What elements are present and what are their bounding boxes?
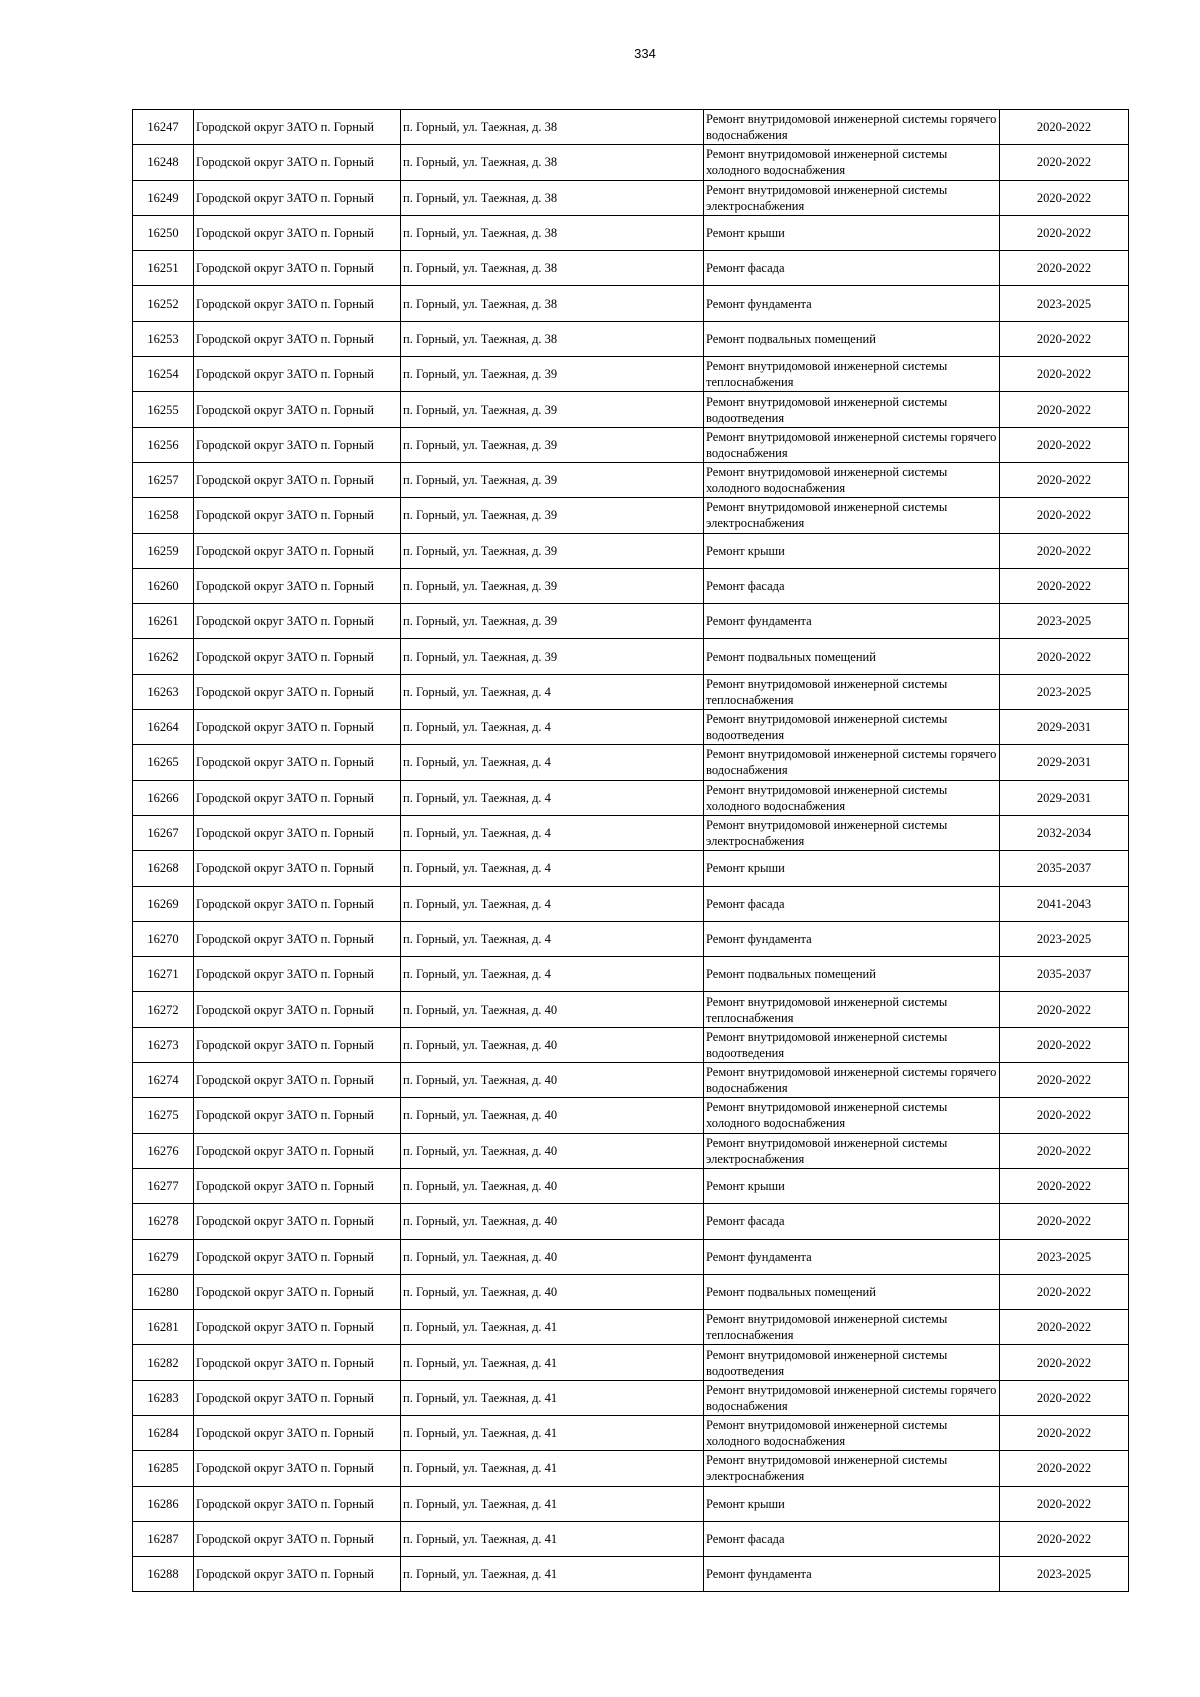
table-row [133,498,1129,533]
address-cell: п. Горный, ул. Таежная, д. 4 [401,745,704,780]
work-type-cell: Ремонт внутридомовой инженерной системы водоотведения [704,1027,1000,1062]
address-cell: п. Горный, ул. Таежная, д. 40 [401,1274,704,1309]
row-number-cell: 16267 [133,815,194,850]
row-number-cell: 16263 [133,674,194,709]
period-cell: 2020-2022 [1000,145,1129,180]
municipality-cell: Городской округ ЗАТО п. Горный [194,110,401,145]
row-number-cell: 16273 [133,1027,194,1062]
address-cell: п. Горный, ул. Таежная, д. 40 [401,1168,704,1203]
municipality-cell: Городской округ ЗАТО п. Горный [194,921,401,956]
address-cell: п. Горный, ул. Таежная, д. 38 [401,180,704,215]
address-cell: п. Горный, ул. Таежная, д. 38 [401,286,704,321]
work-type-cell: Ремонт внутридомовой инженерной системы горячего водоснабжения [704,110,1000,145]
table-row [133,780,1129,815]
address-cell: п. Горный, ул. Таежная, д. 39 [401,427,704,462]
table-row [133,992,1129,1027]
period-cell: 2020-2022 [1000,533,1129,568]
address-cell: п. Горный, ул. Таежная, д. 40 [401,1204,704,1239]
work-type-cell: Ремонт внутридомовой инженерной системы электроснабжения [704,1133,1000,1168]
work-type-cell: Ремонт фундамента [704,286,1000,321]
period-cell: 2023-2025 [1000,1557,1129,1592]
period-cell: 2020-2022 [1000,251,1129,286]
address-cell: п. Горный, ул. Таежная, д. 38 [401,145,704,180]
work-type-cell: Ремонт фундамента [704,1557,1000,1592]
table-row [133,1310,1129,1345]
municipality-cell: Городской округ ЗАТО п. Горный [194,992,401,1027]
period-cell: 2035-2037 [1000,957,1129,992]
table-row [133,1239,1129,1274]
address-cell: п. Горный, ул. Таежная, д. 41 [401,1310,704,1345]
work-type-cell: Ремонт внутридомовой инженерной системы теплоснабжения [704,674,1000,709]
row-number-cell: 16260 [133,568,194,603]
address-cell: п. Горный, ул. Таежная, д. 41 [401,1486,704,1521]
period-cell: 2020-2022 [1000,215,1129,250]
table-row [133,251,1129,286]
table-row [133,1557,1129,1592]
municipality-cell: Городской округ ЗАТО п. Горный [194,215,401,250]
work-type-cell: Ремонт внутридомовой инженерной системы водоотведения [704,392,1000,427]
row-number-cell: 16288 [133,1557,194,1592]
work-type-cell: Ремонт фундамента [704,604,1000,639]
period-cell: 2023-2025 [1000,286,1129,321]
municipality-cell: Городской округ ЗАТО п. Горный [194,710,401,745]
address-cell: п. Горный, ул. Таежная, д. 38 [401,321,704,356]
row-number-cell: 16277 [133,1168,194,1203]
address-cell: п. Горный, ул. Таежная, д. 39 [401,604,704,639]
municipality-cell: Городской округ ЗАТО п. Горный [194,1204,401,1239]
page-number: 334 [634,46,656,61]
row-number-cell: 16256 [133,427,194,462]
address-cell: п. Горный, ул. Таежная, д. 39 [401,639,704,674]
period-cell: 2020-2022 [1000,1345,1129,1380]
period-cell: 2035-2037 [1000,851,1129,886]
period-cell: 2020-2022 [1000,1063,1129,1098]
table-row [133,286,1129,321]
period-cell: 2020-2022 [1000,1098,1129,1133]
period-cell: 2020-2022 [1000,1274,1129,1309]
municipality-cell: Городской округ ЗАТО п. Горный [194,321,401,356]
municipality-cell: Городской округ ЗАТО п. Горный [194,568,401,603]
row-number-cell: 16286 [133,1486,194,1521]
table-row [133,1486,1129,1521]
table-row [133,180,1129,215]
row-number-cell: 16264 [133,710,194,745]
table-row [133,1415,1129,1450]
period-cell: 2020-2022 [1000,639,1129,674]
table-row [133,745,1129,780]
period-cell: 2020-2022 [1000,1380,1129,1415]
municipality-cell: Городской округ ЗАТО п. Горный [194,1098,401,1133]
address-cell: п. Горный, ул. Таежная, д. 39 [401,498,704,533]
table-row [133,1451,1129,1486]
work-type-cell: Ремонт фундамента [704,1239,1000,1274]
table-row [133,1380,1129,1415]
municipality-cell: Городской округ ЗАТО п. Горный [194,780,401,815]
row-number-cell: 16265 [133,745,194,780]
work-type-cell: Ремонт внутридомовой инженерной системы электроснабжения [704,180,1000,215]
work-type-cell: Ремонт внутридомовой инженерной системы электроснабжения [704,815,1000,850]
address-cell: п. Горный, ул. Таежная, д. 41 [401,1380,704,1415]
address-cell: п. Горный, ул. Таежная, д. 38 [401,251,704,286]
row-number-cell: 16249 [133,180,194,215]
row-number-cell: 16247 [133,110,194,145]
table-row [133,145,1129,180]
municipality-cell: Городской округ ЗАТО п. Горный [194,1380,401,1415]
table-row [133,1027,1129,1062]
period-cell: 2029-2031 [1000,745,1129,780]
table-row [133,1063,1129,1098]
row-number-cell: 16248 [133,145,194,180]
address-cell: п. Горный, ул. Таежная, д. 38 [401,110,704,145]
work-type-cell: Ремонт фасада [704,568,1000,603]
period-cell: 2020-2022 [1000,992,1129,1027]
table-row [133,1168,1129,1203]
row-number-cell: 16268 [133,851,194,886]
period-cell: 2023-2025 [1000,674,1129,709]
municipality-cell: Городской округ ЗАТО п. Горный [194,533,401,568]
period-cell: 2020-2022 [1000,568,1129,603]
period-cell: 2029-2031 [1000,780,1129,815]
table-body [133,110,1129,1592]
period-cell: 2020-2022 [1000,180,1129,215]
work-type-cell: Ремонт крыши [704,533,1000,568]
row-number-cell: 16283 [133,1380,194,1415]
address-cell: п. Горный, ул. Таежная, д. 40 [401,1133,704,1168]
row-number-cell: 16271 [133,957,194,992]
municipality-cell: Городской округ ЗАТО п. Горный [194,498,401,533]
municipality-cell: Городской округ ЗАТО п. Горный [194,957,401,992]
work-type-cell: Ремонт внутридомовой инженерной системы холодного водоснабжения [704,145,1000,180]
municipality-cell: Городской округ ЗАТО п. Горный [194,1168,401,1203]
row-number-cell: 16287 [133,1521,194,1556]
table-row [133,886,1129,921]
municipality-cell: Городской округ ЗАТО п. Горный [194,886,401,921]
work-type-cell: Ремонт внутридомовой инженерной системы холодного водоснабжения [704,462,1000,497]
municipality-cell: Городской округ ЗАТО п. Горный [194,1451,401,1486]
row-number-cell: 16266 [133,780,194,815]
municipality-cell: Городской округ ЗАТО п. Горный [194,1274,401,1309]
row-number-cell: 16280 [133,1274,194,1309]
row-number-cell: 16281 [133,1310,194,1345]
work-type-cell: Ремонт внутридомовой инженерной системы теплоснабжения [704,357,1000,392]
period-cell: 2020-2022 [1000,462,1129,497]
municipality-cell: Городской округ ЗАТО п. Горный [194,1415,401,1450]
table-row [133,710,1129,745]
municipality-cell: Городской округ ЗАТО п. Горный [194,286,401,321]
row-number-cell: 16257 [133,462,194,497]
row-number-cell: 16282 [133,1345,194,1380]
work-type-cell: Ремонт внутридомовой инженерной системы теплоснабжения [704,992,1000,1027]
period-cell: 2020-2022 [1000,321,1129,356]
row-number-cell: 16258 [133,498,194,533]
row-number-cell: 16270 [133,921,194,956]
period-cell: 2041-2043 [1000,886,1129,921]
municipality-cell: Городской округ ЗАТО п. Горный [194,815,401,850]
work-type-cell: Ремонт внутридомовой инженерной системы холодного водоснабжения [704,1098,1000,1133]
municipality-cell: Городской округ ЗАТО п. Горный [194,851,401,886]
work-type-cell: Ремонт внутридомовой инженерной системы горячего водоснабжения [704,1380,1000,1415]
period-cell: 2020-2022 [1000,1027,1129,1062]
address-cell: п. Горный, ул. Таежная, д. 4 [401,957,704,992]
repair-schedule-table [132,109,1129,1592]
table-row [133,851,1129,886]
work-type-cell: Ремонт внутридомовой инженерной системы электроснабжения [704,498,1000,533]
period-cell: 2020-2022 [1000,1521,1129,1556]
work-type-cell: Ремонт внутридомовой инженерной системы электроснабжения [704,1451,1000,1486]
municipality-cell: Городской округ ЗАТО п. Горный [194,1521,401,1556]
work-type-cell: Ремонт крыши [704,851,1000,886]
municipality-cell: Городской округ ЗАТО п. Горный [194,180,401,215]
period-cell: 2020-2022 [1000,392,1129,427]
row-number-cell: 16269 [133,886,194,921]
address-cell: п. Горный, ул. Таежная, д. 38 [401,215,704,250]
period-cell: 2020-2022 [1000,498,1129,533]
work-type-cell: Ремонт фасада [704,886,1000,921]
address-cell: п. Горный, ул. Таежная, д. 4 [401,674,704,709]
work-type-cell: Ремонт крыши [704,1486,1000,1521]
period-cell: 2029-2031 [1000,710,1129,745]
municipality-cell: Городской округ ЗАТО п. Горный [194,1310,401,1345]
table-row [133,1133,1129,1168]
table-row [133,215,1129,250]
municipality-cell: Городской округ ЗАТО п. Горный [194,145,401,180]
municipality-cell: Городской округ ЗАТО п. Горный [194,674,401,709]
table-row [133,957,1129,992]
municipality-cell: Городской округ ЗАТО п. Горный [194,251,401,286]
work-type-cell: Ремонт крыши [704,215,1000,250]
address-cell: п. Горный, ул. Таежная, д. 39 [401,392,704,427]
work-type-cell: Ремонт внутридомовой инженерной системы водоотведения [704,1345,1000,1380]
period-cell: 2020-2022 [1000,357,1129,392]
address-cell: п. Горный, ул. Таежная, д. 39 [401,568,704,603]
period-cell: 2023-2025 [1000,1239,1129,1274]
address-cell: п. Горный, ул. Таежная, д. 39 [401,357,704,392]
address-cell: п. Горный, ул. Таежная, д. 41 [401,1345,704,1380]
table-row [133,815,1129,850]
work-type-cell: Ремонт внутридомовой инженерной системы горячего водоснабжения [704,1063,1000,1098]
municipality-cell: Городской округ ЗАТО п. Горный [194,604,401,639]
address-cell: п. Горный, ул. Таежная, д. 40 [401,1098,704,1133]
row-number-cell: 16259 [133,533,194,568]
address-cell: п. Горный, ул. Таежная, д. 4 [401,780,704,815]
row-number-cell: 16278 [133,1204,194,1239]
period-cell: 2020-2022 [1000,1133,1129,1168]
municipality-cell: Городской округ ЗАТО п. Горный [194,745,401,780]
row-number-cell: 16254 [133,357,194,392]
row-number-cell: 16276 [133,1133,194,1168]
work-type-cell: Ремонт подвальных помещений [704,639,1000,674]
period-cell: 2020-2022 [1000,427,1129,462]
table-row [133,921,1129,956]
table-row [133,1204,1129,1239]
table-row [133,427,1129,462]
address-cell: п. Горный, ул. Таежная, д. 4 [401,815,704,850]
address-cell: п. Горный, ул. Таежная, д. 40 [401,1027,704,1062]
period-cell: 2023-2025 [1000,604,1129,639]
period-cell: 2020-2022 [1000,1415,1129,1450]
work-type-cell: Ремонт фундамента [704,921,1000,956]
address-cell: п. Горный, ул. Таежная, д. 4 [401,710,704,745]
row-number-cell: 16274 [133,1063,194,1098]
table-row [133,1098,1129,1133]
table-row [133,674,1129,709]
row-number-cell: 16253 [133,321,194,356]
table-row [133,392,1129,427]
municipality-cell: Городской округ ЗАТО п. Горный [194,1486,401,1521]
municipality-cell: Городской округ ЗАТО п. Горный [194,392,401,427]
municipality-cell: Городской округ ЗАТО п. Горный [194,1557,401,1592]
work-type-cell: Ремонт внутридомовой инженерной системы горячего водоснабжения [704,427,1000,462]
work-type-cell: Ремонт внутридомовой инженерной системы водоотведения [704,710,1000,745]
work-type-cell: Ремонт крыши [704,1168,1000,1203]
period-cell: 2020-2022 [1000,1204,1129,1239]
table-row [133,321,1129,356]
row-number-cell: 16272 [133,992,194,1027]
municipality-cell: Городской округ ЗАТО п. Горный [194,357,401,392]
period-cell: 2020-2022 [1000,1168,1129,1203]
work-type-cell: Ремонт фасада [704,251,1000,286]
municipality-cell: Городской округ ЗАТО п. Горный [194,1239,401,1274]
period-cell: 2020-2022 [1000,1310,1129,1345]
municipality-cell: Городской округ ЗАТО п. Горный [194,1027,401,1062]
address-cell: п. Горный, ул. Таежная, д. 41 [401,1557,704,1592]
address-cell: п. Горный, ул. Таежная, д. 39 [401,462,704,497]
work-type-cell: Ремонт внутридомовой инженерной системы холодного водоснабжения [704,1415,1000,1450]
work-type-cell: Ремонт фасада [704,1521,1000,1556]
row-number-cell: 16275 [133,1098,194,1133]
period-cell: 2020-2022 [1000,110,1129,145]
municipality-cell: Городской округ ЗАТО п. Горный [194,1133,401,1168]
address-cell: п. Горный, ул. Таежная, д. 4 [401,851,704,886]
address-cell: п. Горный, ул. Таежная, д. 39 [401,533,704,568]
municipality-cell: Городской округ ЗАТО п. Горный [194,1345,401,1380]
row-number-cell: 16284 [133,1415,194,1450]
row-number-cell: 16251 [133,251,194,286]
table-row [133,604,1129,639]
work-type-cell: Ремонт подвальных помещений [704,957,1000,992]
row-number-cell: 16285 [133,1451,194,1486]
address-cell: п. Горный, ул. Таежная, д. 4 [401,921,704,956]
period-cell: 2032-2034 [1000,815,1129,850]
row-number-cell: 16261 [133,604,194,639]
row-number-cell: 16279 [133,1239,194,1274]
row-number-cell: 16252 [133,286,194,321]
table-row [133,357,1129,392]
table-row [133,1274,1129,1309]
table-row [133,1521,1129,1556]
municipality-cell: Городской округ ЗАТО п. Горный [194,1063,401,1098]
address-cell: п. Горный, ул. Таежная, д. 41 [401,1415,704,1450]
work-type-cell: Ремонт подвальных помещений [704,1274,1000,1309]
period-cell: 2020-2022 [1000,1451,1129,1486]
address-cell: п. Горный, ул. Таежная, д. 41 [401,1451,704,1486]
municipality-cell: Городской округ ЗАТО п. Горный [194,639,401,674]
table-row [133,110,1129,145]
work-type-cell: Ремонт внутридомовой инженерной системы горячего водоснабжения [704,745,1000,780]
address-cell: п. Горный, ул. Таежная, д. 4 [401,886,704,921]
address-cell: п. Горный, ул. Таежная, д. 40 [401,1063,704,1098]
table-row [133,462,1129,497]
table-row [133,533,1129,568]
period-cell: 2020-2022 [1000,1486,1129,1521]
work-type-cell: Ремонт внутридомовой инженерной системы теплоснабжения [704,1310,1000,1345]
work-type-cell: Ремонт фасада [704,1204,1000,1239]
table-row [133,568,1129,603]
municipality-cell: Городской округ ЗАТО п. Горный [194,462,401,497]
table-row [133,1345,1129,1380]
work-type-cell: Ремонт внутридомовой инженерной системы холодного водоснабжения [704,780,1000,815]
row-number-cell: 16262 [133,639,194,674]
municipality-cell: Городской округ ЗАТО п. Горный [194,427,401,462]
row-number-cell: 16250 [133,215,194,250]
period-cell: 2023-2025 [1000,921,1129,956]
address-cell: п. Горный, ул. Таежная, д. 40 [401,1239,704,1274]
work-type-cell: Ремонт подвальных помещений [704,321,1000,356]
row-number-cell: 16255 [133,392,194,427]
table-row [133,639,1129,674]
address-cell: п. Горный, ул. Таежная, д. 40 [401,992,704,1027]
address-cell: п. Горный, ул. Таежная, д. 41 [401,1521,704,1556]
